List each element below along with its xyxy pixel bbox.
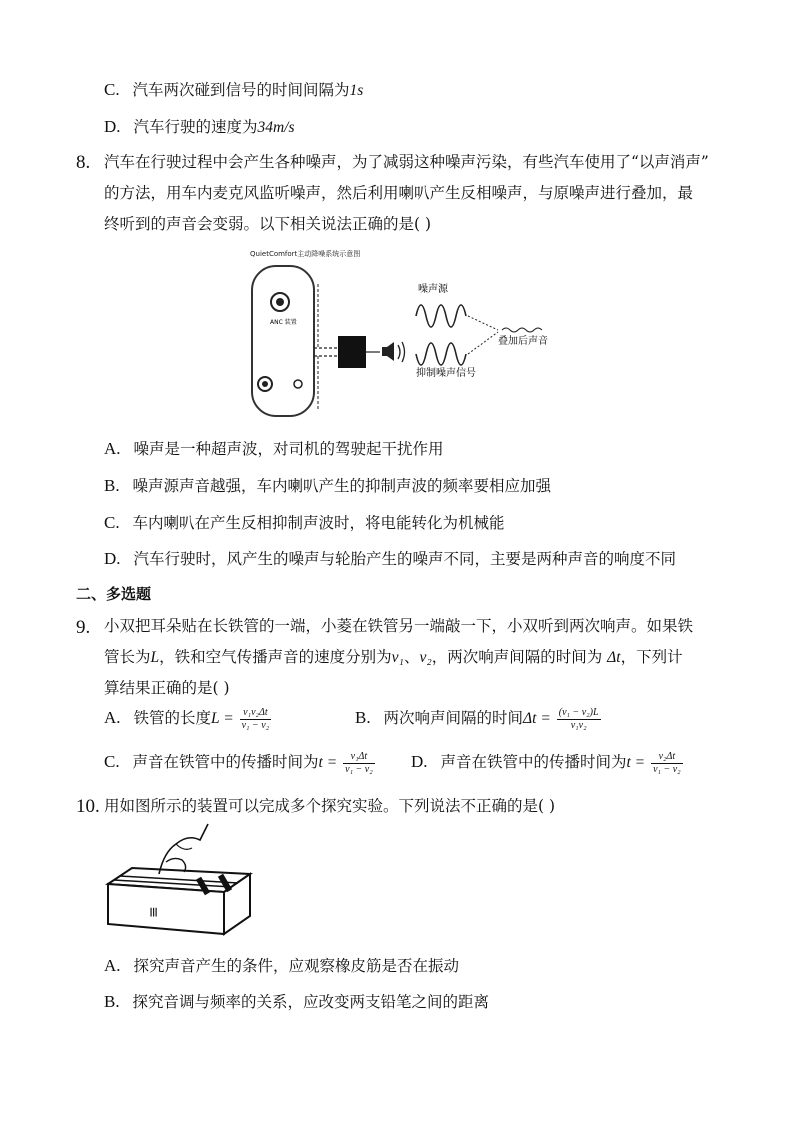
q8-stem-line1: 汽车在行驶过程中会产生各种噪声，为了减弱这种噪声污染，有些汽车使用了“以声消声” (104, 153, 709, 171)
var-v2: v₂ (419, 649, 432, 666)
formula-fraction (651, 751, 683, 776)
frac-den: v₁ − v₂ (345, 763, 373, 775)
noise-wave (416, 305, 466, 327)
frac-den: v₁v₂ (570, 719, 587, 731)
option-label: D. (104, 117, 121, 136)
option-label: A. (104, 439, 121, 458)
figure-title: QuietComfort主动降噪系统示意图 (250, 250, 361, 258)
stem-text: ，两次响声间隔的时间为 (431, 648, 608, 666)
formula-fraction (240, 707, 272, 732)
frac-num: v₁v₂Δt (240, 707, 272, 720)
after-label: 叠加后声音 (498, 336, 548, 347)
q8-stem-line3: 终听到的声音会变弱。以下相关说法正确的是( ) (104, 215, 432, 233)
option-text: 汽车两次碰到信号的时间间隔为 (132, 81, 350, 99)
q8-option-a (104, 437, 443, 459)
svg-text:≡: ≡ (146, 906, 162, 918)
formula-lhs: t = (318, 754, 338, 771)
q7-option-c (104, 78, 363, 100)
option-label: D. (104, 549, 121, 568)
q10-number: 10. (76, 796, 100, 817)
q8-number: 8. (76, 152, 91, 173)
q9-option-c (104, 750, 375, 776)
formula-lhs: Δt = (523, 710, 551, 727)
var-v1: v₁ (391, 649, 404, 666)
option-label: B. (104, 476, 120, 495)
formula-fraction (557, 707, 601, 732)
anc-figure (240, 244, 570, 424)
q10-option-b (104, 990, 489, 1012)
frac-num: v₂Δt (651, 751, 683, 764)
q10-option-a (104, 954, 459, 976)
formula-fraction (343, 751, 375, 776)
q9-option-d (411, 750, 683, 776)
q10-stem-line1: 用如图所示的装置可以完成多个探究实验。下列说法不正确的是( ) (104, 797, 556, 815)
box-figure (104, 822, 254, 940)
option-label: B. (104, 992, 120, 1011)
q8-option-b (104, 474, 551, 496)
stem-text: 、 (403, 648, 420, 666)
stem-text: 管长为 (104, 648, 151, 666)
option-label: D. (411, 752, 428, 771)
formula-lhs: t = (626, 754, 646, 771)
q7-option-d (104, 115, 295, 137)
option-math: 1s (349, 82, 364, 99)
processor-box (338, 336, 366, 368)
option-label: A. (104, 956, 121, 975)
car-label: ANC 装置 (270, 319, 297, 326)
option-label: C. (104, 80, 120, 99)
option-text: 汽车行驶的速度为 (133, 118, 258, 136)
q9-option-a (104, 706, 271, 732)
option-text: 车内喇叭在产生反相抑制声波时，将电能转化为机械能 (132, 514, 505, 532)
q8-option-c (104, 511, 505, 533)
q9-option-b (355, 706, 601, 732)
section-heading: 二、多选题 (76, 585, 152, 603)
frac-num: (v₁ − v₂)L (558, 706, 599, 718)
anti-noise-wave (416, 343, 466, 365)
option-text: 汽车行驶时，风产生的噪声与轮胎产生的噪声不同，主要是两种声音的响度不同 (133, 550, 676, 568)
noise-source-label: 噪声源 (418, 284, 448, 295)
option-label: A. (104, 708, 121, 727)
q8-option-d (104, 547, 676, 569)
frac-den: v₁ − v₂ (241, 719, 270, 731)
stem-text: ，铁和空气传播声音的速度分别为 (159, 648, 392, 666)
option-text: 噪声是一种超声波，对司机的驾驶起干扰作用 (133, 440, 444, 458)
option-text: 探究声音产生的条件，应观察橡皮筋是否在振动 (133, 957, 459, 975)
option-label: B. (355, 708, 371, 727)
car-outline (252, 266, 314, 416)
q8-stem-line2: 的方法，用车内麦克风监听噪声，然后利用喇叭产生反相噪声，与原噪声进行叠加，最 (104, 184, 694, 202)
option-label: C. (104, 752, 120, 771)
anc-diagram (240, 244, 570, 424)
option-text: 声音在铁管中的传播时间为 (440, 753, 627, 771)
q9-number: 9. (76, 617, 91, 638)
formula-lhs: L = (210, 710, 234, 727)
option-text: 铁管的长度 (133, 709, 211, 727)
result-wave (502, 328, 542, 332)
option-text: 噪声源声音越强，车内喇叭产生的抑制声波的频率要相应加强 (132, 477, 552, 495)
q9-stem-line3: 算结果正确的是( ) (104, 679, 230, 697)
option-label: C. (104, 513, 120, 532)
suppress-signal-label: 抑制噪声信号 (416, 368, 476, 379)
frac-num: v₁Δt (343, 751, 375, 764)
rubber-band-box-diagram (104, 822, 254, 940)
var-L: L (150, 649, 160, 666)
var-dt: Δt (607, 649, 621, 666)
option-text: 声音在铁管中的传播时间为 (132, 753, 319, 771)
frac-den: v₁ − v₂ (653, 763, 681, 775)
q9-stem-line2 (104, 645, 683, 667)
option-math: 34m/s (257, 119, 295, 136)
option-text: 探究音调与频率的关系，应改变两支铅笔之间的距离 (132, 993, 490, 1011)
stem-text: ，下列计 (620, 648, 683, 666)
q9-stem-line1: 小双把耳朵贴在长铁管的一端，小菱在铁管另一端敲一下，小双听到两次响声。如果铁 (104, 617, 694, 635)
option-text: 两次响声间隔的时间 (383, 709, 524, 727)
